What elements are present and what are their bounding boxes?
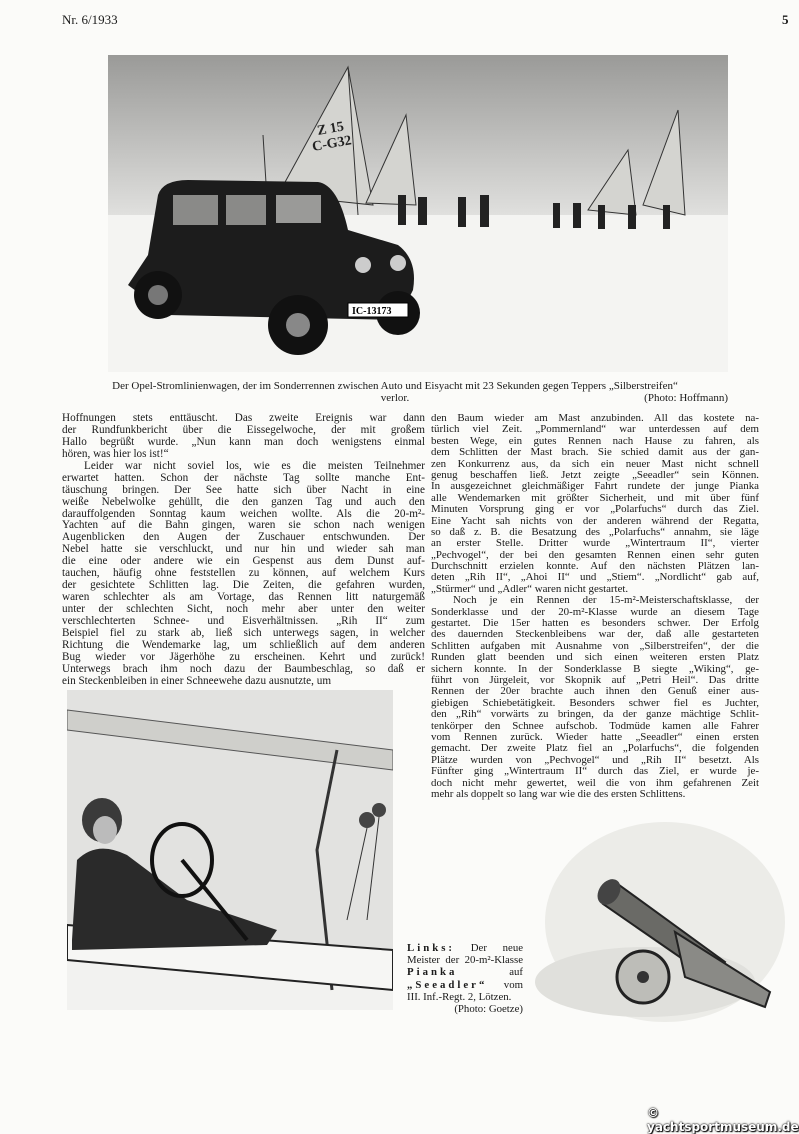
text-line: „Pechvogel“, der bei den gesamten Rennen einen sehr guten [431, 548, 759, 561]
text-line: ein Steckenbleiben in einer Schneewehe dazu ausnutzte, um [62, 674, 332, 687]
text-line: erwartet hatten. Schon der nächste Tag sollte manche Ent- [62, 471, 425, 484]
text-line: „Stürmer“ und „Adler“ waren nicht gestartet. [431, 582, 629, 595]
top-photo-caption [62, 380, 728, 404]
text-line: weiße Nebelwolke gehüllt, die den ganzen Tag und auch den [62, 495, 425, 508]
text-line: doch nicht mehr gewertet, weil die von ihm gefahrenen Zeit [431, 776, 759, 789]
text-line: zen Konkurrenz aus, da sich ein neuer Mast nicht schnell [431, 457, 759, 470]
text-line: der Rundfunkbericht über die Eissegelwoche, der mit großem [62, 423, 425, 436]
text-line: Eine Yacht sah nichts von der anderen während der Regatta, [431, 514, 759, 527]
text-line: Plätze wurden von „Pechvogel“ und „Rih II“ besetzt. Als [431, 753, 759, 766]
text-line: Bug wieder vor Jägerhöhe zu erscheinen. Kehrt und zurück! [62, 650, 425, 663]
bottom-photo-caption [407, 942, 523, 1015]
text-line: gemacht. Der zweite Platz fiel an „Polarfuchs“, die folgenden [431, 742, 759, 755]
text-line: führt von Jürgeleit, vor Skopnik auf „Petri Heil“. Das dritte [431, 673, 759, 686]
text-line: genug beschaffen ließ. Jetzt zeigte „Seeadler“ sein Können. [431, 468, 759, 481]
right-text-column [431, 413, 759, 800]
text-line: darauffolgenden Sonntag kaum weichen wollte. Als die 20-m²- [62, 507, 425, 520]
caption-line: Der Opel-Stromlinienwagen, der im Sonderrennen zwischen Auto und Eisyacht mit 23 Sekunden gegen Teppers „Silberstreifen“ [112, 380, 678, 392]
text-line: Rennen der 20er brachte auch ihnen den Genuß einer aus- [431, 685, 759, 698]
photo-pianka-in-ice-yacht [67, 690, 393, 1010]
text-line: Minuten Vorsprung ging er vor „Polarfuchs“ durch das Ziel. [431, 503, 759, 516]
caption-name: Pianka [407, 966, 458, 979]
text-line: giebigen Schiebetätigkeit. Besonders schwer fiel es Juchter, [431, 696, 759, 709]
text-line: gestartet. Die 15er hatten es besonders schwer. Der Erfolg [431, 617, 759, 630]
caption-text: auf [509, 966, 523, 979]
photo-credit: (Photo: Hoffmann) [644, 392, 728, 404]
text-line: Beispiel fiel zu stark ab, ließ sich unterwegs sagen, in welcher [62, 626, 425, 639]
text-line: den „Rih“ vorwärts zu bringen, da der ganze mächtige Schlit- [431, 708, 759, 721]
watermark: © yachtsportmuseum.de [647, 1106, 799, 1134]
text-line: Runden glatt beenden und sich einen weiteren ersten Platz [431, 651, 759, 664]
text-line: mehr als doppelt so lang war wie die des ersten Schlittens. [431, 787, 686, 800]
text-line: alle Wendemarken mit größter Sicherheit, und mit über fünf [431, 491, 759, 504]
text-line: In ausgezeichnet gleichmäßiger Fahrt rundete der junge Pianka [431, 480, 759, 493]
text-line: hören, was hier los ist!“ [62, 447, 169, 460]
text-line: tenkörper den Schnee aufschob. Todmüde kamen alle Fahrer [431, 719, 759, 732]
text-line: sichern konnte. In der Sonderklasse B siegte „Wiking“, ge- [431, 662, 759, 675]
text-line: Nebel hatte sie verschluckt, und nur hin und wieder sah man [62, 543, 425, 556]
sail-number: C-G32 [311, 133, 353, 155]
caption-text: vom III. Inf.-Regt. 2, Lötzen. [407, 978, 523, 1003]
text-line: Hallo begrüßt wurde. „Nun kann man doch wenigstens einmal [62, 435, 425, 448]
photo-car-and-ice-yachts [108, 55, 728, 372]
text-line: verschlechterten Schnee- und Eisverhältnissen. „Rih II“ zum [62, 614, 425, 627]
page-number: 5 [782, 12, 789, 27]
caption-label: Links: [407, 942, 456, 954]
text-line: Leider war nicht soviel los, wie es die meisten Teilnehmer [84, 459, 425, 472]
text-line: an erster Stelle. Dritter wurde „Wintertraum II“, vierter [431, 537, 759, 550]
text-line: des dauernden Steckenbleibens war der, daß alle gestarteten [431, 628, 759, 641]
text-line: Augenblicken den Augen der Zuschauer entschwunden. Der [62, 531, 425, 544]
text-line: unter der schlechten Sicht, noch mehr aber unter den weiter [62, 603, 425, 615]
text-line: Noch je ein Rennen der 15-m²-Meisterschaftsklasse, der [453, 594, 759, 607]
caption-text: Der neue Meister der 20-m²-Klasse [407, 942, 524, 967]
text-line: Sonderklasse und der 20-m²-Klasse wurde an diesem Tage [431, 605, 759, 618]
text-line: türlich viel Zeit. „Pommernland“ war unterdessen auf dem [431, 423, 759, 436]
left-text-column [62, 413, 425, 688]
text-line: Fünfter ging „Wintertraum II“ durch das Ziel, er wurde je- [431, 765, 759, 778]
text-line: tauchen, häufig ohne feststellen zu können, auf welchem Kurs [62, 567, 425, 580]
text-line: Hoffnungen stets enttäuscht. Das zweite Ereignis war dann [62, 412, 425, 424]
sail-number: Z 15 [316, 119, 346, 139]
text-line: Durchschnitt erzielen konnte. Auf den nächsten Plätzen lan- [431, 560, 759, 573]
cannon-illustration [525, 812, 785, 1034]
text-line: Schlitten aufgaben mit Ausnahme von „Silberstreifen“, der die [431, 639, 759, 652]
text-line: waren schlechter als am Vortage, das Rennen litt naturgemäß [62, 591, 425, 604]
license-plate: IC-13173 [352, 306, 392, 317]
text-line: der gesichtete Schlitten lag. Die Zeiten, die gefahren wurden, [62, 579, 425, 592]
text-line: vom Rennen zurück. Wieder hatte „Seeadler“ einen ersten [431, 730, 759, 743]
caption-yacht: „Seeadler“ [407, 978, 488, 991]
text-line: so daß z. B. die Besatzung des „Polarfuchs“ annahm, sie läge [431, 525, 759, 538]
issue-number: Nr. 6/1933 [62, 12, 118, 27]
text-line: die eine oder andere wie ein Gespenst aus dem Dunst auf- [62, 555, 425, 568]
caption-line: verlor. [380, 392, 410, 404]
text-line: dem Schlitten der Mast brach. Sie schied damit aus der gan- [431, 446, 759, 459]
text-line: deten „Rih II“, „Ahoi II“ und „Stiem“. „Nordlicht“ gab auf, [431, 571, 759, 584]
text-line: Yachten auf die Bahn gingen, waren sie schon nach wenigen [62, 519, 425, 532]
photo-credit: (Photo: Goetze) [454, 1003, 523, 1016]
text-line: täuschung bringen. Der See hatte sich über Nacht in eine [62, 483, 425, 496]
text-line: den Baum wieder am Mast anzubinden. All das kostete na- [431, 412, 759, 424]
text-line: Unterwegs brach ihm noch dazu der Baumbeschlag, so daß er [62, 662, 425, 675]
text-line: Richtung die Wendemarke lag, um schließlich auf dem anderen [62, 638, 425, 651]
text-line: besten Wege, ein gutes Rennen nach Hause zu fahren, als [431, 434, 759, 447]
